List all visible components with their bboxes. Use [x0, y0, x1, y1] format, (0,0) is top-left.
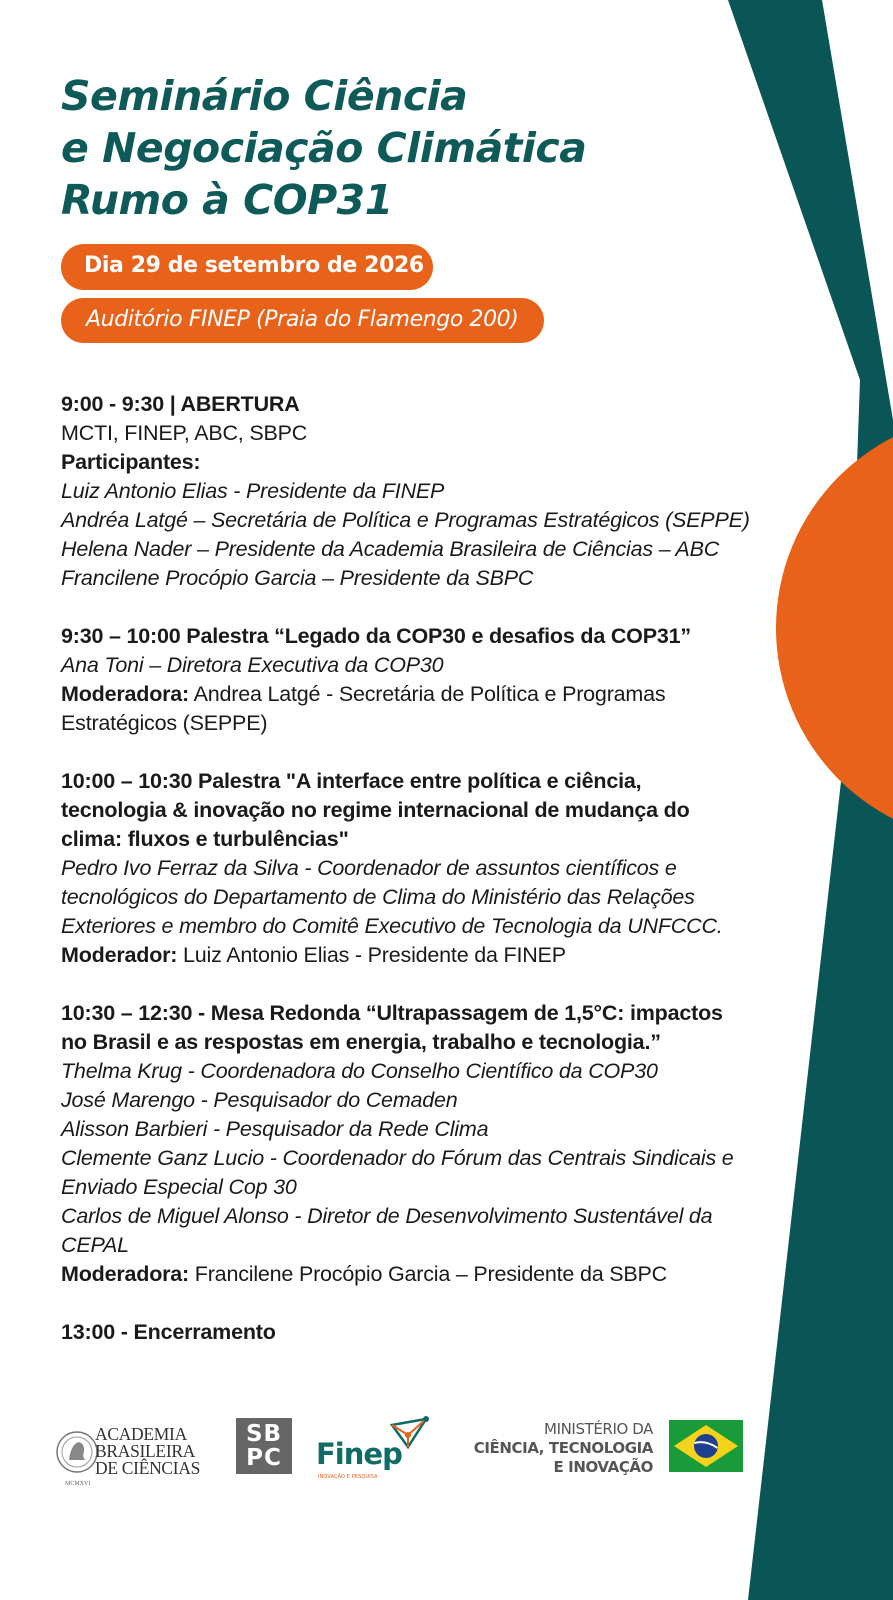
session-heading: 13:00 - Encerramento — [61, 1320, 276, 1344]
sbpc-top: SB — [245, 1421, 283, 1447]
brazil-flag-icon — [669, 1420, 743, 1472]
participant-line: Carlos de Miguel Alonso - Diretor de Desenvolvimento Sustentável da — [61, 1204, 713, 1228]
session-heading: 10:30 – 12:30 - Mesa Redonda “Ultrapassagem de 1,5°C: impactos — [61, 1001, 723, 1025]
finep-logo — [316, 1415, 431, 1480]
participant-line: José Marengo - Pesquisador do Cemaden — [61, 1088, 458, 1112]
finep-tagline: INOVAÇÃO E PESQUISA — [318, 1474, 378, 1480]
sbpc-logo — [236, 1418, 292, 1474]
schedule-block — [61, 1318, 761, 1347]
mcti-line-2: CIÊNCIA, TECNOLOGIA — [473, 1439, 653, 1457]
block-spacer — [61, 593, 761, 622]
participant-line: Exteriores e membro do Comitê Executivo de Tecnologia da UNFCCC. — [61, 914, 723, 938]
event-title-line-2: e Negociação Climática — [61, 124, 587, 172]
sponsor-logos — [0, 1410, 893, 1500]
event-title — [61, 70, 701, 226]
participant-line: Francilene Procópio Garcia – Presidente da SBPC — [61, 566, 534, 590]
event-title-line-1: Seminário Ciência — [61, 72, 468, 120]
abc-line-3: DE CIÊNCIAS — [95, 1458, 201, 1478]
participant-line: tecnológicos do Departamento de Clima do Ministério das Relações — [61, 885, 695, 909]
abc-line-2: BRASILEIRA — [95, 1441, 196, 1461]
schedule-block — [61, 622, 761, 738]
participant-line: Luiz Antonio Elias - Presidente da FINEP — [61, 479, 445, 503]
moderator-label: Moderadora: — [61, 1262, 190, 1286]
schedule-text: Estratégicos (SEPPE) — [61, 711, 268, 735]
session-heading: 10:00 – 10:30 Palestra "A interface entre política e ciência, — [61, 769, 642, 793]
event-date-badge: Dia 29 de setembro de 2026 — [61, 244, 433, 290]
block-spacer — [61, 970, 761, 999]
participant-line: Clemente Ganz Lucio - Coordenador do Fórum das Centrais Sindicais e — [61, 1146, 734, 1170]
abc-logo — [55, 1424, 215, 1487]
finep-wordmark: Finep — [316, 1437, 402, 1471]
abc-line-1: ACADEMIA — [95, 1424, 187, 1444]
mcti-line-1: MINISTÉRIO DA — [544, 1420, 653, 1438]
participant-line: Alisson Barbieri - Pesquisador da Rede Clima — [61, 1117, 489, 1141]
session-heading: clima: fluxos e turbulências" — [61, 827, 349, 851]
session-heading: tecnologia & inovação no regime internacional de mudança do — [61, 798, 690, 822]
participant-line: Enviado Especial Cop 30 — [61, 1175, 297, 1199]
participant-line: Andréa Latgé – Secretária de Política e Programas Estratégicos (SEPPE) — [61, 508, 750, 532]
participant-line: Pedro Ivo Ferraz da Silva - Coordenador de assuntos científicos e — [61, 856, 677, 880]
moderator-name: Andrea Latgé - Secretária de Política e Programas — [189, 682, 666, 706]
block-spacer — [61, 738, 761, 767]
session-heading: 9:30 – 10:00 Palestra “Legado da COP30 e desafios da COP31” — [61, 624, 691, 648]
moderator-line — [61, 941, 761, 970]
sbpc-bottom: PC — [246, 1445, 282, 1471]
moderator-name: Francilene Procópio Garcia – Presidente da SBPC — [189, 1262, 667, 1286]
abc-founding-year: MCMXVI — [65, 1481, 91, 1487]
moderator-label: Moderador: — [61, 943, 178, 967]
schedule-block — [61, 390, 761, 593]
moderator-line — [61, 1260, 761, 1289]
mcti-logo — [430, 1420, 653, 1477]
event-venue-badge: Auditório FINEP (Praia do Flamengo 200) — [61, 298, 544, 343]
participant-line: Thelma Krug - Coordenadora do Conselho Científico da COP30 — [61, 1059, 658, 1083]
moderator-label: Moderadora: — [61, 682, 190, 706]
schedule-block — [61, 767, 761, 970]
schedule-block — [61, 999, 761, 1289]
moderator-line — [61, 680, 761, 709]
participant-line: Helena Nader – Presidente da Academia Brasileira de Ciências – ABC — [61, 537, 720, 561]
moderator-name: Luiz Antonio Elias - Presidente da FINEP — [177, 943, 566, 967]
program-schedule — [61, 390, 761, 1347]
session-heading: 9:00 - 9:30 | ABERTURA — [61, 392, 300, 416]
mcti-line-3: E INOVAÇÃO — [553, 1458, 653, 1476]
block-spacer — [61, 1289, 761, 1318]
participant-line: CEPAL — [61, 1233, 129, 1257]
participant-line: Ana Toni – Diretora Executiva da COP30 — [61, 653, 444, 677]
schedule-text: MCTI, FINEP, ABC, SBPC — [61, 421, 308, 445]
session-heading: no Brasil e as respostas em energia, trabalho e tecnologia.” — [61, 1030, 661, 1054]
event-title-line-3: Rumo à COP31 — [61, 176, 393, 224]
session-heading: Participantes: — [61, 450, 201, 474]
